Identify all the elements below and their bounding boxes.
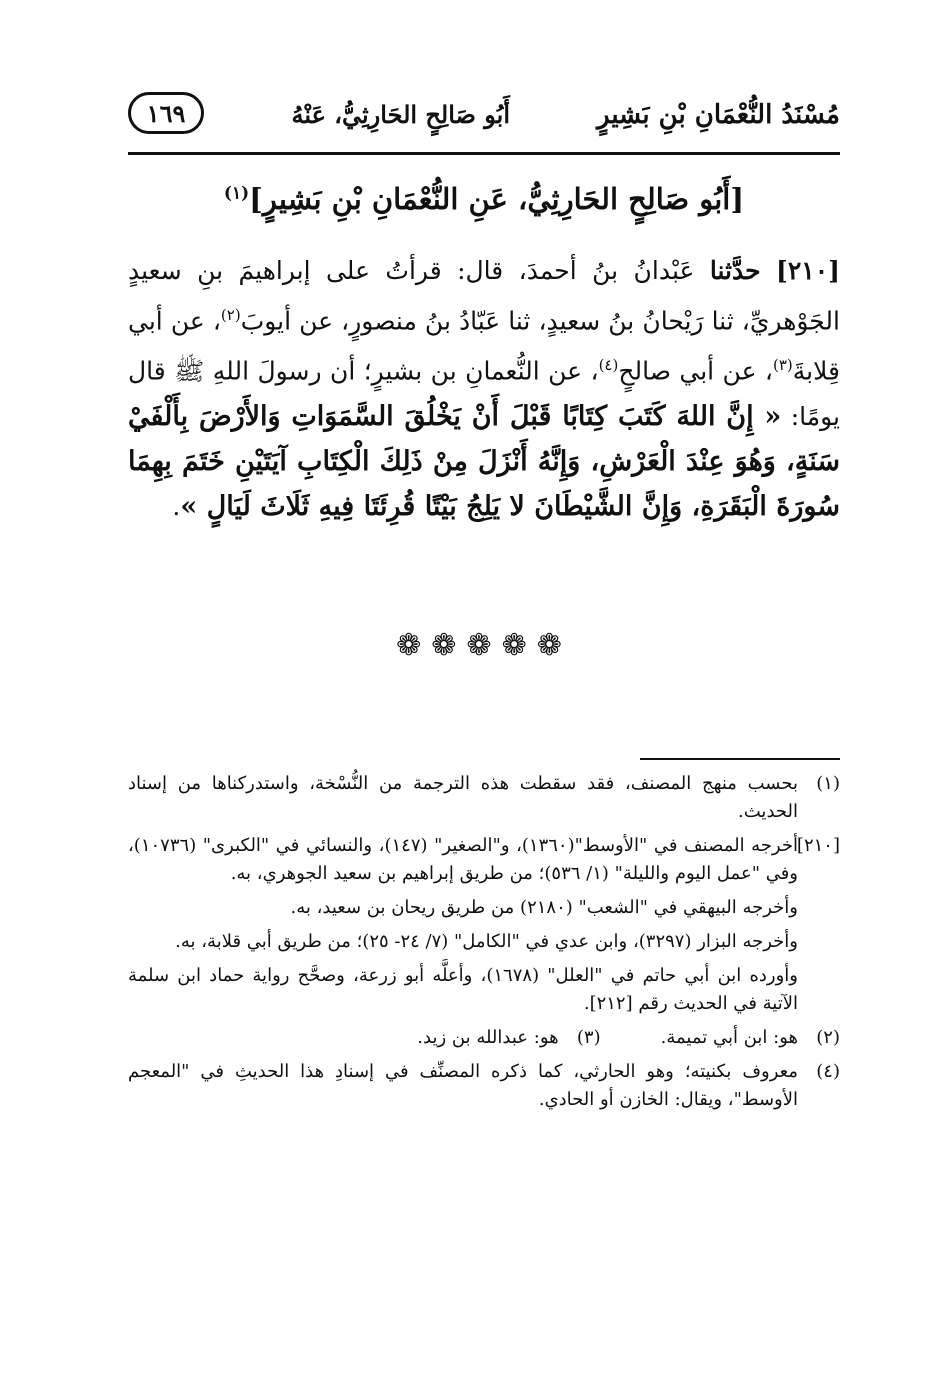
footnote-2-text: هو: ابن أبي تميمة. xyxy=(660,1027,798,1048)
chapter-title xyxy=(128,182,840,216)
footnote-1 xyxy=(128,770,840,826)
header-section-title: أَبُو صَالِحٍ الحَارِثِيُّ، عَنْهُ xyxy=(291,100,510,129)
footnote-4-text: معروف بكنيته؛ وهو الحارثي، كما ذكره المصنِّف في إسنادِ هذا الحديثِ في "المعجم الأوسط"، ويقال: الخازن أو الحادي. xyxy=(128,1061,798,1110)
hadith-paragraph xyxy=(128,248,840,529)
footnote-2-number: (٢) xyxy=(816,1027,840,1048)
footnote-separator xyxy=(640,758,840,760)
isnad-part-4: ، عن النُّعمانِ بن بشيرٍ؛ أن رسولَ اللهِ ﷺ قال يومًا: xyxy=(128,356,840,431)
footnote-3-number: (٣) xyxy=(576,1027,601,1048)
footnote-4 xyxy=(128,1058,840,1114)
section-ornament-divider: ❁❁❁❁❁ xyxy=(396,628,572,663)
header-divider xyxy=(128,152,840,155)
page-number: ١٦٩ xyxy=(128,92,204,134)
running-header xyxy=(128,92,840,150)
footnote-2-3 xyxy=(128,1024,840,1052)
footnote-4-number: (٤) xyxy=(816,1061,840,1082)
footnote-210-d: وأورده ابن أبي حاتم في "العلل" (١٦٧٨)، وأعلَّه أبو زرعة، وصحَّح رواية حماد ابن سلمة الآتية في الحديث رقم [٢١٢]. xyxy=(128,965,798,1014)
footnote-1-text: بحسب منهج المصنف، فقد سقطت هذه الترجمة من النُّسْخة، واستدركناها من إسناد الحديث. xyxy=(128,773,798,822)
footnote-ref-3: (٣) xyxy=(772,356,793,375)
footnote-1-number: (١) xyxy=(816,773,840,794)
footnote-ref-4: (٤) xyxy=(598,356,619,375)
footnote-210-c: وأخرجه البزار (٣٢٩٧)، وابن عدي في "الكامل" (٧/ ٢٤- ٢٥)؛ من طريق أبي قلابة، به. xyxy=(175,931,798,952)
footnote-210-text: أخرجه المصنف في "الأوسط"(١٣٦٠)، و"الصغير" (١٤٧)، والنسائي في "الكبرى" (١٠٧٣٦)، وفي "عمل اليوم والليلة" (١/ ٥٣٦)؛ من طريق إبراهيم بن سعيد الجوهري، به. xyxy=(128,835,798,884)
isnad-part-1: عَبْدانُ بنُ أحمدَ، قال: قرأتُ على إبراهيمَ بنِ سعيدٍ الجَوْهريِّ، ثنا رَيْحانُ بنُ سعيدٍ، ثنا عَبّادُ بنُ منصورٍ، عن أيوبَ xyxy=(128,256,840,336)
hadith-number: [٢١٠] xyxy=(776,256,840,285)
footnote-210 xyxy=(128,832,840,888)
footnote-ref-1: (١) xyxy=(223,183,250,204)
footnote-210-b: وأخرجه البيهقي في "الشعب" (٢١٨٠) من طريق ريحان بن سعيد، به. xyxy=(290,897,798,918)
isnad-part-3: ، عن أبي صالحٍ xyxy=(618,356,773,386)
footnote-3-text: هو: عبدالله بن زيد. xyxy=(417,1027,559,1048)
footnotes xyxy=(128,770,840,1120)
hadith-lead: حدَّثنا xyxy=(709,256,761,285)
header-book-title: مُسْنَدُ النُّعْمَانِ بْنِ بَشِيرٍ xyxy=(596,100,840,130)
footnote-ref-2: (٢) xyxy=(220,306,241,324)
isnad-part-2: ، عن أبي قِلابةَ xyxy=(128,306,840,386)
hadith-matn: « إِنَّ اللهَ كَتَبَ كِتَابًا قَبْلَ أَنْ يَخْلُقَ السَّمَوَاتِ وَالأَرْضَ بِأَلْفَيْ سَنَةٍ، وَهُوَ عِنْدَ الْعَرْشِ، وَإِنَّهُ أَنْزَلَ مِنْ ذَلِكَ الْكِتَابِ آيَتَيْنِ خَتَمَ بِهِمَا سُورَةَ الْبَقَرَةِ، وَإِنَّ الشَّيْطَانَ لا يَلِجُ بَيْتًا قُرِئَتَا فِيهِ ثَلَاثَ لَيَالٍ » xyxy=(128,400,840,522)
hadith-end: . xyxy=(172,491,181,521)
chapter-title-text: [أَبُو صَالِحٍ الحَارِثِيُّ، عَنِ النُّعْمَانِ بْنِ بَشِيرٍ] xyxy=(249,182,745,216)
hadith-body xyxy=(128,248,840,529)
footnote-210-number: [٢١٠] xyxy=(796,835,840,856)
